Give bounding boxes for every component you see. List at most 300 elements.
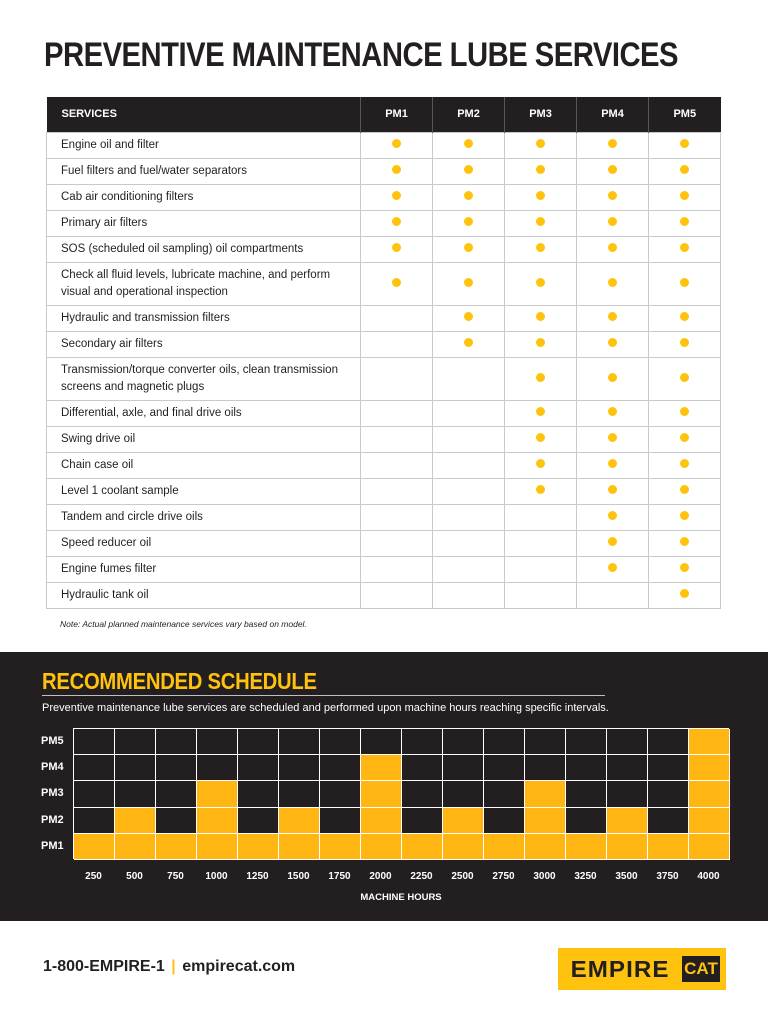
schedule-cell: [648, 834, 689, 860]
pm4-cell: [577, 236, 649, 262]
schedule-hour-label: 2000: [369, 871, 392, 882]
service-name: Differential, axle, and final drive oils: [47, 400, 361, 426]
service-name: Primary air filters: [47, 210, 361, 236]
schedule-cell: [484, 834, 525, 860]
included-dot-icon: [608, 511, 617, 520]
included-dot-icon: [536, 312, 545, 321]
service-name: Transmission/torque converter oils, clean transmission screens and magnetic plugs: [47, 357, 361, 400]
pm4-cell: [577, 158, 649, 184]
pm3-cell: [505, 132, 577, 158]
pm3-cell: [505, 504, 577, 530]
schedule-cell: [115, 755, 156, 781]
service-name: Engine fumes filter: [47, 556, 361, 582]
included-dot-icon: [536, 338, 545, 347]
schedule-cell: [156, 781, 197, 807]
included-dot-icon: [680, 511, 689, 520]
table-row: [47, 305, 721, 331]
pm3-cell: [505, 530, 577, 556]
pm5-cell: [649, 305, 721, 331]
schedule-cell: [525, 729, 566, 755]
table-row: [47, 331, 721, 357]
pm1-cell: [361, 452, 433, 478]
schedule-cell: [361, 729, 402, 755]
schedule-row-label: PM3: [41, 787, 64, 800]
included-dot-icon: [464, 278, 473, 287]
header-services: SERVICES: [47, 97, 361, 132]
schedule-cell: [525, 834, 566, 860]
schedule-cell: [402, 781, 443, 807]
included-dot-icon: [608, 338, 617, 347]
pm4-cell: [577, 357, 649, 400]
schedule-cell: [320, 729, 361, 755]
schedule-hour-label: 3250: [574, 871, 597, 882]
pm1-cell: [361, 582, 433, 608]
schedule-grid: [73, 728, 729, 859]
schedule-cell: [197, 755, 238, 781]
schedule-cell: [238, 729, 279, 755]
pm5-cell: [649, 210, 721, 236]
included-dot-icon: [680, 563, 689, 572]
included-dot-icon: [608, 373, 617, 382]
pm4-cell: [577, 582, 649, 608]
included-dot-icon: [464, 312, 473, 321]
included-dot-icon: [392, 139, 401, 148]
pm1-cell: [361, 331, 433, 357]
pm4-cell: [577, 478, 649, 504]
schedule-cell: [74, 808, 115, 834]
schedule-cell: [74, 781, 115, 807]
included-dot-icon: [680, 373, 689, 382]
header-pm3: PM3: [505, 97, 577, 132]
pm1-cell: [361, 530, 433, 556]
included-dot-icon: [536, 278, 545, 287]
pm1-cell: [361, 132, 433, 158]
included-dot-icon: [680, 407, 689, 416]
service-name: Fuel filters and fuel/water separators: [47, 158, 361, 184]
schedule-row-label: PM1: [41, 839, 64, 852]
pm5-cell: [649, 530, 721, 556]
included-dot-icon: [608, 165, 617, 174]
schedule-cell: [648, 729, 689, 755]
pm5-cell: [649, 582, 721, 608]
service-name: Hydraulic tank oil: [47, 582, 361, 608]
pm5-cell: [649, 132, 721, 158]
included-dot-icon: [536, 485, 545, 494]
pm2-cell: [433, 210, 505, 236]
pm2-cell: [433, 262, 505, 305]
pm1-cell: [361, 478, 433, 504]
pm5-cell: [649, 426, 721, 452]
service-name: Level 1 coolant sample: [47, 478, 361, 504]
table-row: [47, 158, 721, 184]
included-dot-icon: [464, 338, 473, 347]
pm4-cell: [577, 305, 649, 331]
schedule-cell: [607, 834, 648, 860]
pm5-cell: [649, 400, 721, 426]
table-row: [47, 236, 721, 262]
schedule-cell: [279, 834, 320, 860]
schedule-cell: [566, 729, 607, 755]
pm5-cell: [649, 556, 721, 582]
schedule-hour-label: 1750: [328, 871, 351, 882]
included-dot-icon: [392, 217, 401, 226]
schedule-hour-label: 750: [167, 871, 184, 882]
table-row: [47, 582, 721, 608]
pm3-cell: [505, 400, 577, 426]
schedule-cell: [525, 781, 566, 807]
included-dot-icon: [536, 139, 545, 148]
table-header-row: [47, 97, 721, 132]
schedule-row-label: PM4: [41, 761, 64, 774]
schedule-cell: [402, 808, 443, 834]
service-name: Tandem and circle drive oils: [47, 504, 361, 530]
footer-contact: [43, 958, 295, 976]
schedule-cell: [238, 808, 279, 834]
pm5-cell: [649, 262, 721, 305]
table-row: [47, 426, 721, 452]
schedule-title: RECOMMENDED SCHEDULE: [42, 668, 317, 694]
schedule-hour-label: 2750: [492, 871, 515, 882]
schedule-cell: [443, 755, 484, 781]
table-row: [47, 132, 721, 158]
schedule-cell: [361, 834, 402, 860]
included-dot-icon: [464, 217, 473, 226]
schedule-cell: [607, 808, 648, 834]
schedule-cell: [74, 755, 115, 781]
schedule-cell: [279, 781, 320, 807]
pm4-cell: [577, 262, 649, 305]
schedule-hour-label: 250: [85, 871, 102, 882]
pm2-cell: [433, 478, 505, 504]
schedule-cell: [279, 808, 320, 834]
pm1-cell: [361, 210, 433, 236]
schedule-hour-label: 3750: [656, 871, 679, 882]
included-dot-icon: [392, 191, 401, 200]
schedule-hour-label: 1500: [287, 871, 310, 882]
service-name: Engine oil and filter: [47, 132, 361, 158]
pm2-cell: [433, 582, 505, 608]
service-name: Secondary air filters: [47, 331, 361, 357]
included-dot-icon: [680, 589, 689, 598]
pm2-cell: [433, 357, 505, 400]
schedule-hour-label: 3500: [615, 871, 638, 882]
pm5-cell: [649, 357, 721, 400]
header-pm5: PM5: [649, 97, 721, 132]
footer-phone: 1-800-EMPIRE-1: [43, 958, 165, 975]
schedule-cell: [402, 755, 443, 781]
schedule-cell: [115, 729, 156, 755]
schedule-hour-label: 500: [126, 871, 143, 882]
included-dot-icon: [536, 165, 545, 174]
pm2-cell: [433, 158, 505, 184]
pm3-cell: [505, 236, 577, 262]
schedule-cell: [607, 781, 648, 807]
pm3-cell: [505, 426, 577, 452]
pm4-cell: [577, 184, 649, 210]
header-pm4: PM4: [577, 97, 649, 132]
pm4-cell: [577, 132, 649, 158]
service-name: Swing drive oil: [47, 426, 361, 452]
included-dot-icon: [464, 139, 473, 148]
schedule-cell: [238, 755, 279, 781]
pm3-cell: [505, 331, 577, 357]
pm3-cell: [505, 158, 577, 184]
schedule-cell: [607, 755, 648, 781]
table-note: Note: Actual planned maintenance services vary based on model.: [60, 619, 307, 629]
pm4-cell: [577, 556, 649, 582]
table-row: [47, 400, 721, 426]
footer-website: empirecat.com: [182, 958, 296, 975]
pm4-cell: [577, 452, 649, 478]
schedule-cell: [197, 808, 238, 834]
included-dot-icon: [608, 191, 617, 200]
pm4-cell: [577, 426, 649, 452]
services-table-body: [47, 132, 721, 608]
empire-cat-logo: [558, 948, 726, 990]
pm4-cell: [577, 331, 649, 357]
included-dot-icon: [680, 433, 689, 442]
pm1-cell: [361, 236, 433, 262]
service-name: SOS (scheduled oil sampling) oil compartments: [47, 236, 361, 262]
included-dot-icon: [608, 433, 617, 442]
schedule-cell: [197, 834, 238, 860]
table-row: [47, 478, 721, 504]
included-dot-icon: [536, 459, 545, 468]
included-dot-icon: [536, 217, 545, 226]
included-dot-icon: [680, 191, 689, 200]
schedule-cell: [74, 834, 115, 860]
pm3-cell: [505, 478, 577, 504]
pm3-cell: [505, 305, 577, 331]
included-dot-icon: [608, 278, 617, 287]
schedule-cell: [689, 781, 730, 807]
pm3-cell: [505, 582, 577, 608]
pm2-cell: [433, 132, 505, 158]
service-name: Check all fluid levels, lubricate machine, and perform visual and operational inspection: [47, 262, 361, 305]
included-dot-icon: [464, 165, 473, 174]
schedule-cell: [279, 755, 320, 781]
schedule-cell: [197, 729, 238, 755]
schedule-cell: [566, 755, 607, 781]
logo-empire-text: EMPIRE: [570, 955, 670, 982]
pm3-cell: [505, 262, 577, 305]
table-row: [47, 357, 721, 400]
schedule-cell: [238, 781, 279, 807]
pm1-cell: [361, 556, 433, 582]
pm1-cell: [361, 504, 433, 530]
pm5-cell: [649, 331, 721, 357]
pm2-cell: [433, 331, 505, 357]
pm5-cell: [649, 236, 721, 262]
schedule-cell: [689, 755, 730, 781]
schedule-cell: [525, 755, 566, 781]
schedule-cell: [238, 834, 279, 860]
pm3-cell: [505, 556, 577, 582]
footer-separator: |: [171, 958, 176, 975]
included-dot-icon: [680, 165, 689, 174]
included-dot-icon: [680, 312, 689, 321]
schedule-cell: [689, 808, 730, 834]
pm1-cell: [361, 158, 433, 184]
included-dot-icon: [680, 537, 689, 546]
included-dot-icon: [536, 433, 545, 442]
schedule-hour-label: 3000: [533, 871, 556, 882]
pm2-cell: [433, 530, 505, 556]
schedule-cell: [320, 808, 361, 834]
service-name: Speed reducer oil: [47, 530, 361, 556]
pm4-cell: [577, 400, 649, 426]
pm2-cell: [433, 400, 505, 426]
pm1-cell: [361, 400, 433, 426]
schedule-cell: [197, 781, 238, 807]
included-dot-icon: [680, 243, 689, 252]
schedule-row-label: PM5: [41, 735, 64, 747]
pm1-cell: [361, 184, 433, 210]
services-table: [46, 97, 721, 609]
pm5-cell: [649, 184, 721, 210]
pm5-cell: [649, 478, 721, 504]
schedule-cell: [648, 755, 689, 781]
schedule-cell: [402, 729, 443, 755]
included-dot-icon: [608, 217, 617, 226]
pm1-cell: [361, 357, 433, 400]
included-dot-icon: [608, 459, 617, 468]
pm4-cell: [577, 530, 649, 556]
included-dot-icon: [392, 165, 401, 174]
table-row: [47, 262, 721, 305]
included-dot-icon: [680, 485, 689, 494]
schedule-cell: [361, 808, 402, 834]
schedule-cell: [484, 729, 525, 755]
pm4-cell: [577, 504, 649, 530]
service-name: Cab air conditioning filters: [47, 184, 361, 210]
schedule-divider: [42, 695, 605, 696]
table-row: [47, 452, 721, 478]
schedule-cell: [689, 729, 730, 755]
schedule-cell: [648, 781, 689, 807]
pm2-cell: [433, 556, 505, 582]
schedule-x-title: MACHINE HOURS: [360, 892, 442, 903]
included-dot-icon: [392, 243, 401, 252]
service-name: Chain case oil: [47, 452, 361, 478]
pm2-cell: [433, 452, 505, 478]
pm2-cell: [433, 184, 505, 210]
schedule-cell: [156, 729, 197, 755]
schedule-cell: [689, 834, 730, 860]
pm2-cell: [433, 236, 505, 262]
pm1-cell: [361, 262, 433, 305]
schedule-cell: [320, 834, 361, 860]
header-pm2: PM2: [433, 97, 505, 132]
pm5-cell: [649, 504, 721, 530]
included-dot-icon: [680, 338, 689, 347]
logo-cat-badge: CAT: [682, 956, 720, 982]
included-dot-icon: [680, 278, 689, 287]
included-dot-icon: [680, 139, 689, 148]
schedule-cell: [443, 808, 484, 834]
included-dot-icon: [464, 243, 473, 252]
schedule-cell: [279, 729, 320, 755]
schedule-cell: [484, 755, 525, 781]
schedule-cell: [115, 781, 156, 807]
table-row: [47, 184, 721, 210]
schedule-row-label: PM2: [41, 813, 64, 826]
included-dot-icon: [680, 217, 689, 226]
included-dot-icon: [608, 139, 617, 148]
pm4-cell: [577, 210, 649, 236]
pm3-cell: [505, 357, 577, 400]
pm3-cell: [505, 184, 577, 210]
schedule-hour-label: 2250: [410, 871, 433, 882]
schedule-cell: [320, 755, 361, 781]
schedule-cell: [443, 781, 484, 807]
pm1-cell: [361, 426, 433, 452]
included-dot-icon: [680, 459, 689, 468]
schedule-cell: [115, 808, 156, 834]
pm3-cell: [505, 452, 577, 478]
pm1-cell: [361, 305, 433, 331]
schedule-cell: [566, 808, 607, 834]
included-dot-icon: [608, 243, 617, 252]
page-title: PREVENTIVE MAINTENANCE LUBE SERVICES: [44, 36, 679, 74]
schedule-cell: [443, 729, 484, 755]
included-dot-icon: [536, 373, 545, 382]
schedule-hour-label: 1000: [205, 871, 228, 882]
schedule-cell: [566, 834, 607, 860]
included-dot-icon: [608, 312, 617, 321]
schedule-hour-label: 1250: [246, 871, 269, 882]
schedule-cell: [156, 808, 197, 834]
schedule-cell: [74, 729, 115, 755]
schedule-cell: [156, 834, 197, 860]
schedule-cell: [566, 781, 607, 807]
pm2-cell: [433, 504, 505, 530]
schedule-cell: [115, 834, 156, 860]
included-dot-icon: [392, 278, 401, 287]
schedule-cell: [402, 834, 443, 860]
pm2-cell: [433, 426, 505, 452]
schedule-cell: [648, 808, 689, 834]
included-dot-icon: [608, 537, 617, 546]
schedule-cell: [484, 781, 525, 807]
included-dot-icon: [608, 407, 617, 416]
included-dot-icon: [536, 191, 545, 200]
included-dot-icon: [536, 243, 545, 252]
included-dot-icon: [608, 563, 617, 572]
schedule-cell: [484, 808, 525, 834]
pm5-cell: [649, 158, 721, 184]
schedule-description: Preventive maintenance lube services are scheduled and performed upon machine hours reaching specific intervals.: [42, 702, 609, 714]
included-dot-icon: [464, 191, 473, 200]
schedule-cell: [361, 755, 402, 781]
schedule-cell: [525, 808, 566, 834]
pm5-cell: [649, 452, 721, 478]
table-row: [47, 504, 721, 530]
schedule-hour-label: 2500: [451, 871, 474, 882]
schedule-cell: [607, 729, 648, 755]
table-row: [47, 556, 721, 582]
schedule-hour-label: 4000: [697, 871, 720, 882]
schedule-cell: [361, 781, 402, 807]
schedule-cell: [320, 781, 361, 807]
service-name: Hydraulic and transmission filters: [47, 305, 361, 331]
header-pm1: PM1: [361, 97, 433, 132]
table-row: [47, 530, 721, 556]
pm3-cell: [505, 210, 577, 236]
pm2-cell: [433, 305, 505, 331]
schedule-cell: [156, 755, 197, 781]
included-dot-icon: [608, 485, 617, 494]
